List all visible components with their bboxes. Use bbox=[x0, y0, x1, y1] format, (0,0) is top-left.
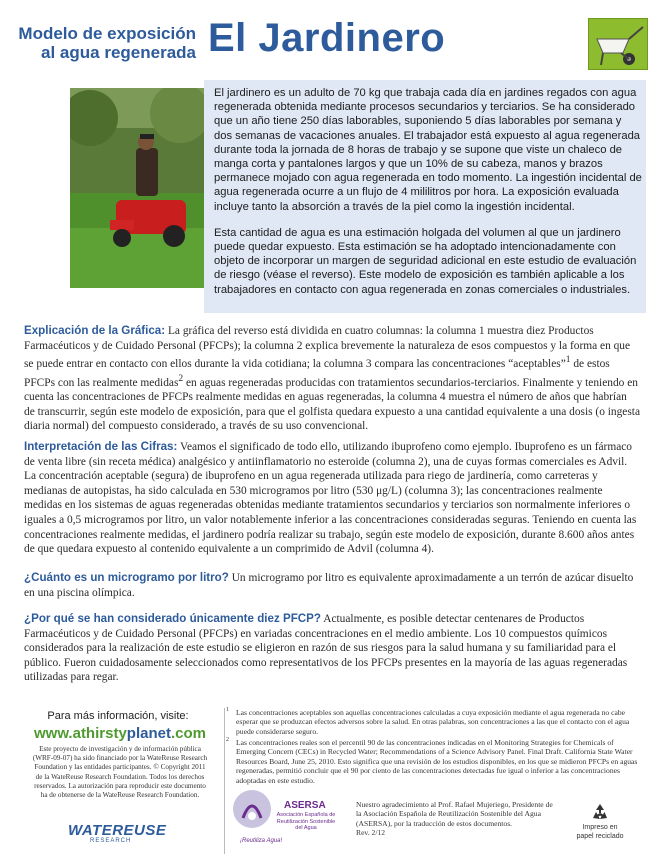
recycle-icon bbox=[590, 802, 610, 822]
asersa-slogan: ¡Reutiliza Agua! bbox=[240, 838, 283, 844]
asersa-subtitle: Asociación Española de Reutilización Sostenible del Agua bbox=[276, 812, 336, 831]
intro-paragraph: Esta cantidad de agua es una estimación holgada del volumen al que un jardinero puede quedar expuesto. Esta estimación se ha adoptado intencionadamente con objeto de incorporar un margen de seguridad adicional en este estudio de evaluación de riesgo (véase el reverso). Este modelo de exposición es también aplicable a los trabajadores en contacto con agua regenerada en zonas comerciales o industriales. bbox=[214, 226, 637, 296]
section-microgramo: ¿Cuánto es un microgramo por litro? Un microgramo por litro es equivalente aproximadamente a un terrón de azúcar disuelto en una piscina olímpica. bbox=[24, 571, 634, 599]
asersa-name: ASERSA bbox=[284, 800, 326, 811]
footnote-1: 1 Las concentraciones aceptables son aquellas concentraciones calculadas a cuya exposición mediante el agua regenerada no cabe esperar que se produzcan efectos adversos sobre la salud. En otras palabras, son concentraciones a las que el contacto con el agua puede considerarse seguro. bbox=[226, 707, 630, 736]
acknowledgement: Nuestro agradecimiento al Prof. Rafael Mujeriego, Presidente de la Asociación Española de Reutilización Sostenible del Agua (ASERSA), por la traducción de estos documentos. Rev. 2/12 bbox=[356, 800, 560, 838]
section-heading: ¿Cuánto es un microgramo por litro? bbox=[24, 571, 229, 584]
website-link[interactable]: www.athirstyplanet.com bbox=[33, 725, 206, 742]
section-cifras: Interpretación de las Cifras: Veamos el significado de todo ello, utilizando ibuprofeno como ejemplo. Ibuprofeno es un fármaco de venta libre (sin receta médica) analgésico y antiinflamatorio no esteroide (columna 2), una de cuyas formas comerciales es Advil. La concentración aceptable (segura) de ibuprofeno en un agua regenerada utilizada para riego de jardinería, como carreteras y medianas de autopistas, ha sido calculada en 530 microgramos por litro (530 μg/L) (columna 3); las concentraciones realmente medidas en los sistemas de aguas regeneradas obtenidas mediante tratamientos secundarios y terciarios son normalmente inferiores o iguales a 0,5 microgramos por litro, un valor notablemente inferior a las concentraciones consideradas seguras. Teniendo en cuenta las concentraciones realmente medidas, el jardinero podría realizar su trabajo, según este modelo de exposición, durante 8.600 años antes de que quedara expuesto al contenido equivalente a un comprimido de Advil (columna 4). bbox=[24, 440, 637, 556]
document-subtitle: Modelo de exposición al agua regenerada bbox=[18, 24, 196, 62]
footnote-2: 2 Las concentraciones reales son el percentil 90 de las concentraciones indicadas en el Monitoring Strategies for Chemicals of Emerging Concern (CECs) in Recycled Water; Recommendations of a Science Advisory Panel. Final Draft. California State Water Resources Board, June 25, 2010. Esto significa que una revisión de los estudios disponibles, en los que se midieron PFCPs en aguas regeneradas, permitió concluir que el 90 por ciento de las concentraciones detectadas fue igual o inferior a las concentraciones adoptadas en este estudio. bbox=[226, 737, 638, 785]
section-heading: Interpretación de las Cifras: bbox=[24, 440, 178, 453]
watereuse-logo: WATEREUSE bbox=[68, 822, 167, 839]
watereuse-logo-sub: RESEARCH bbox=[90, 838, 132, 844]
intro-text bbox=[214, 86, 642, 309]
document-title: El Jardinero bbox=[208, 16, 446, 60]
wheelbarrow-icon bbox=[588, 18, 648, 70]
section-grafica: Explicación de la Gráfica: La gráfica del reverso está dividida en cuatro columnas: la columna 1 muestra diez Productos Farmacéuticos y de Cuidado Personal (PFCPs); la columna 2 explica brevemente la naturaleza de esos compuestos y la forma en que se puede entrar en contacto con ellos durante la vida cotidiana; la columna 3 compara las concentraciones “aceptables”$^1$ de estos PFCPs con las realmente medidas$^2$ en aguas regeneradas producidas con tratamientos secundarios-terciarios. Finalmente y teniendo en cuenta las concentraciones de PFCPs realmente medidas en aguas regeneradas, la columna 4 muestra el número de años que habrían de transcurrir, según este modelo de exposición, para que el golfista quedara expuesto a una cantidad equivalente a una dosis (o ingesta diaria normal) del compuesto considerado, a través de su uso convencional. bbox=[24, 324, 641, 433]
intro-paragraph: El jardinero es un adulto de 70 kg que trabaja cada día en jardines regados con agua regenerada obtenida mediante procesos secundarios y terciarios. Se ha considerado que un año tiene 250 días laborables, suponiendo 5 días laborables por semana y dos semanas de vacaciones anuales. El trabajador está expuesto al agua regenerada durante toda la jornada de 8 horas de trabajo y se supone que viste un chaleco de manga corta y pantalones largos y que un 10% de su cabeza, manos y brazos permanece mojado con agua regenerada en todo momento. La ingestión incidental de agua regenerada ocurre a un flujo de 4 mililitros por hora. La exposición evaluada incluye tanto la absorción a través de la piel como la ingestión incidental. bbox=[214, 87, 642, 213]
section-heading: ¿Por qué se han considerado únicamente diez PFCP? bbox=[24, 612, 321, 625]
more-info-label: Para más información, visite: bbox=[47, 710, 189, 722]
asersa-logo bbox=[233, 790, 271, 828]
recycled-paper-note: Impreso en papel reciclado bbox=[576, 824, 624, 840]
project-credits: Este proyecto de investigación y de información pública (WRF-09-07) ha sido financiado por la WateReuse Research Foundation y las entidades participantes. © Copyright 2011 de la WateReuse Research Foundation. Todos los derechos reservados. La autorización para reproducir este documento ha de obtenerse de la WateReuse Research Foundation. bbox=[32, 745, 208, 800]
footer-divider bbox=[224, 708, 225, 854]
section-diez: ¿Por qué se han considerado únicamente diez PFCP? Actualmente, es posible detectar centenares de Productos Farmacéuticos y de Cuidado Personal (PFCPs) en variadas concentraciones en el medio ambiente. Los 10 compuestos químicos considerados para la realización de este estudio se eligieron en razón de sus riesgos para la salud humana y su familiaridad para el público. Fueron cuidadosamente seleccionados como representativos de los PFCPs presentes en la mayoría de las aguas regeneradas utilizadas para regar. bbox=[24, 612, 628, 684]
gardener-photo bbox=[70, 88, 204, 288]
section-heading: Explicación de la Gráfica: bbox=[24, 324, 166, 337]
revision: Rev. 2/12 bbox=[356, 828, 386, 838]
